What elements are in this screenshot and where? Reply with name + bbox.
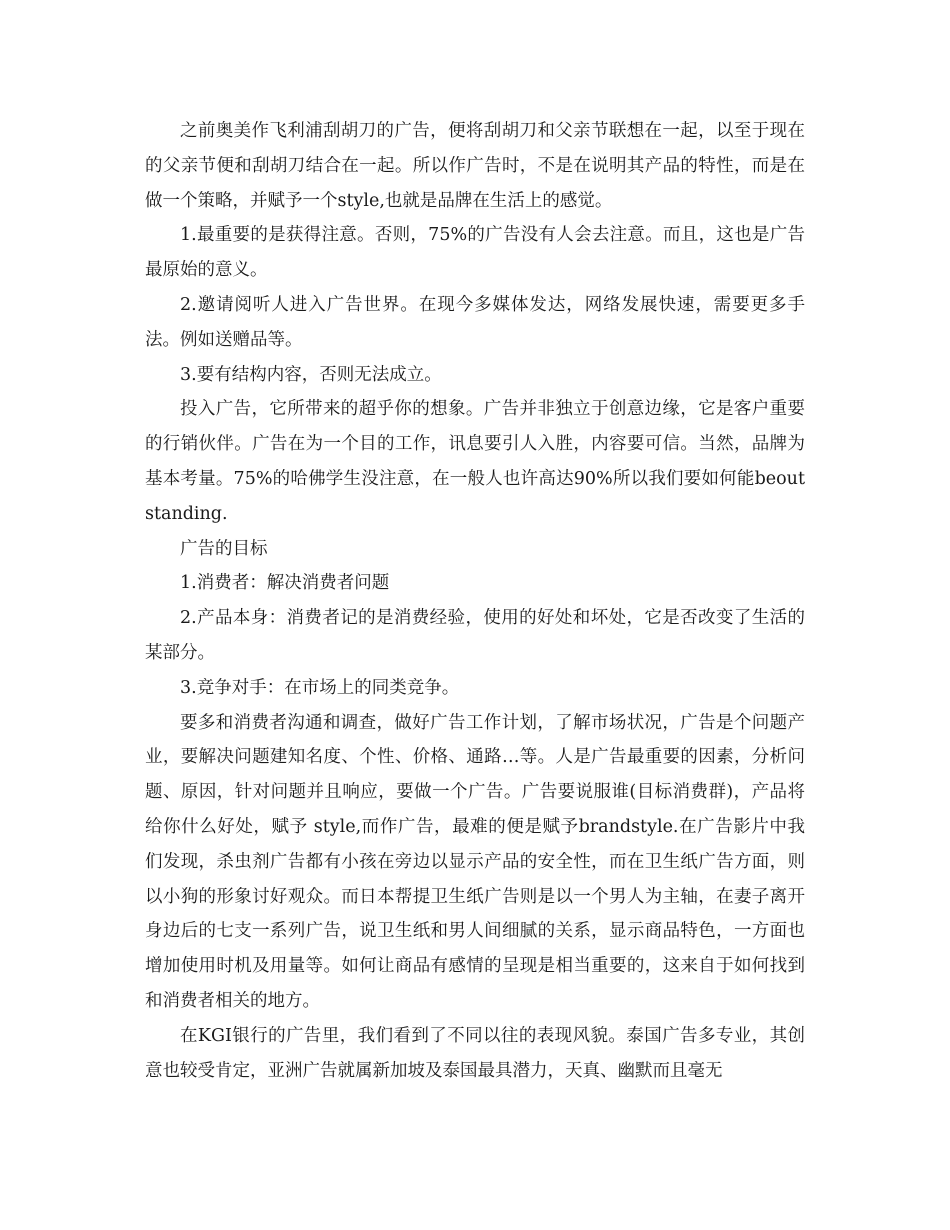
paragraph-philips-ad: 之前奥美作飞利浦刮胡刀的广告，便将刮胡刀和父亲节联想在一起，以至于现在的父亲节便和刮胡刀结合在一起。所以作广告时，不是在说明其产品的特性，而是在做一个策略，并赋予一个style,也就是品牌在生活上的感觉。 [145,121,805,211]
paragraph-invest-ad: 投入广告，它所带来的超乎你的想象。广告并非独立于创意边缘，它是客户重要的行销伙伴。广告在为一个目的工作，讯息要引人入胜，内容要可信。当然，品牌为基本考量。75%的哈佛学生没注意，在一般人也许高达90%所以我们要如何能beoutstanding. [145,399,805,524]
section-heading-ad-goals: 广告的目标 [180,538,268,559]
document-body [145,114,805,1088]
paragraph-point-invite: 2.邀请阅听人进入广告世界。在现今多媒体发达，网络发展快速，需要更多手法。例如送赠品等。 [145,294,805,350]
paragraph-consumer-research: 要多和消费者沟通和调查，做好广告工作计划，了解市场状况，广告是个问题产业，要解决问题建知名度、个性、价格、通路…等。人是广告最重要的因素，分析问题、原因，针对问题并且响应，要做一个广告。广告要说服谁(目标消费群)，产品将给你什么好处，赋予 style,而作广告，最难的便是赋予brandstyle.在广告影片中我们发现，杀虫剂广告都有小孩在旁边以显示产品的安全性，而在卫生纸广告方面，则以小狗的形象讨好观众。而日本帮提卫生纸广告则是以一个男人为主轴，在妻子离开身边后的七支一系列广告，说卫生纸和男人间细腻的关系，显示商品特色，一方面也增加使用时机及用量等。如何让商品有感情的呈现是相当重要的，这来自于如何找到和消费者相关的地方。 [145,712,805,1011]
paragraph-goal-product: 2.产品本身：消费者记的是消费经验，使用的好处和坏处，它是否改变了生活的某部分。 [145,608,805,663]
paragraph-kgi-bank-ad: 在KGI银行的广告里，我们看到了不同以往的表现风貌。泰国广告多专业，其创意也较受肯定，亚洲广告就属新加坡及泰国最具潜力，天真、幽默而且毫无 [145,1025,805,1081]
paragraph-goal-competitor: 3.竞争对手：在市场上的同类竞争。 [180,677,460,698]
paragraph-goal-consumer: 1.消费者：解决消费者问题 [180,573,390,594]
paragraph-point-attention: 1.最重要的是获得注意。否则，75%的广告没有人会去注意。而且，这也是广告最原始的意义。 [145,225,805,281]
paragraph-point-structure: 3.要有结构内容，否则无法成立。 [180,364,442,385]
